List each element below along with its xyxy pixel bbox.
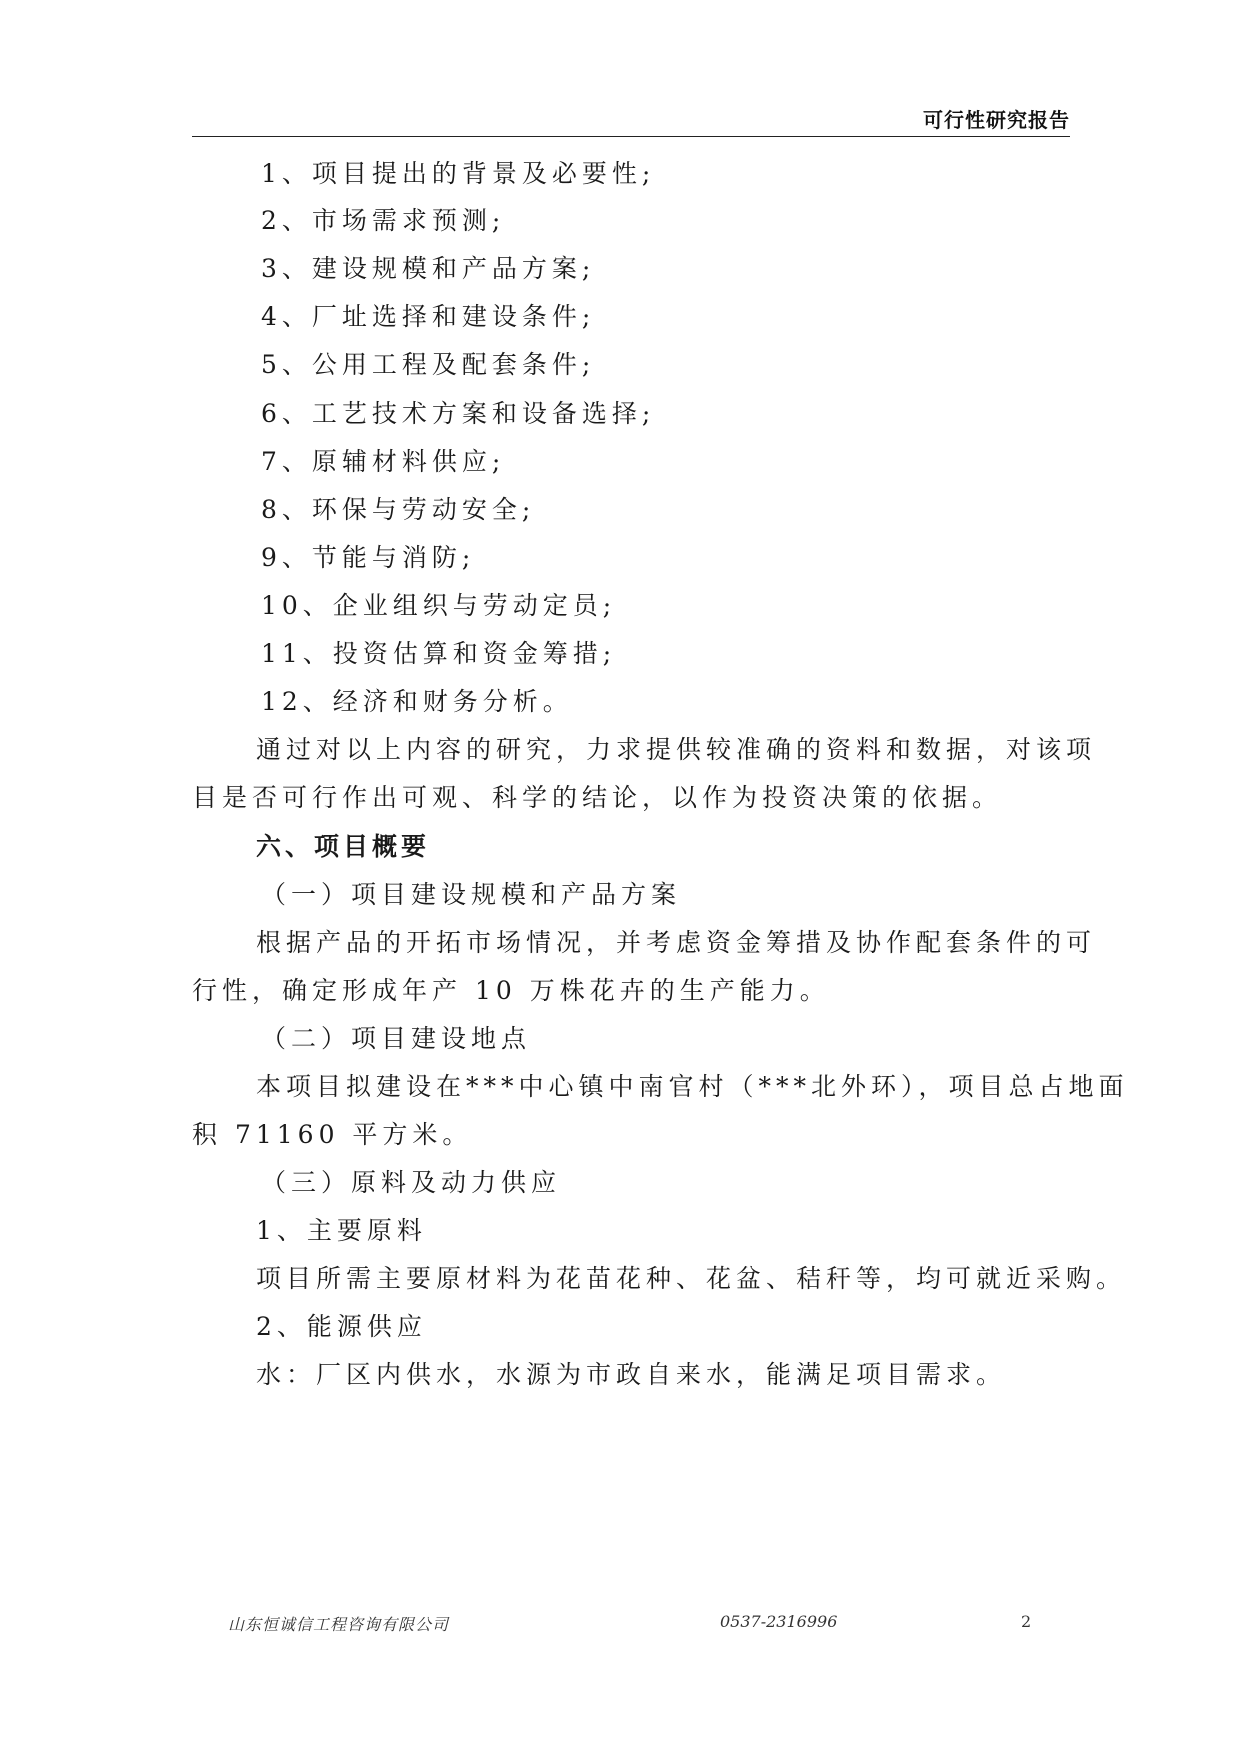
page-number: 2 <box>1021 1612 1032 1631</box>
footer-company: 山东恒诚信工程咨询有限公司 <box>228 1615 450 1634</box>
list-item: 3、建设规模和产品方案; <box>261 254 596 283</box>
subsection-title: （一）项目建设规模和产品方案 <box>261 880 682 909</box>
list-item: 12、经济和财务分析。 <box>261 687 573 716</box>
list-item: 11、投资估算和资金筹措; <box>261 639 617 668</box>
list-item: 5、公用工程及配套条件; <box>261 350 596 379</box>
list-item: 8、环保与劳动安全; <box>261 495 536 524</box>
list-item: 1、项目提出的背景及必要性; <box>261 159 656 188</box>
paragraph-line: 根据产品的开拓市场情况，并考虑资金筹措及协作配套条件的可 <box>256 928 1097 957</box>
list-item: 10、企业组织与劳动定员; <box>261 591 617 620</box>
header-divider <box>192 136 1070 137</box>
section-heading: 六、项目概要 <box>256 832 431 861</box>
paragraph-line: 通过对以上内容的研究，力求提供较准确的资料和数据，对该项 <box>256 735 1097 764</box>
paragraph-line: 积 71160 平方米。 <box>192 1120 473 1149</box>
list-item: 6、工艺技术方案和设备选择; <box>261 399 656 428</box>
paragraph-line: 项目所需主要原材料为花苗花种、花盆、秸秆等，均可就近采购。 <box>256 1264 1127 1293</box>
header-title: 可行性研究报告 <box>923 108 1070 132</box>
footer-phone: 0537-2316996 <box>720 1612 838 1631</box>
paragraph-line: 目是否可行作出可观、科学的结论，以作为投资决策的依据。 <box>192 783 1003 812</box>
paragraph-line: 本项目拟建设在***中心镇中南官村（***北外环），项目总占地面 <box>256 1072 1129 1101</box>
item-title: 2、能源供应 <box>256 1312 427 1341</box>
list-item: 4、厂址选择和建设条件; <box>261 302 596 331</box>
item-title: 1、主要原料 <box>256 1216 427 1245</box>
subsection-title: （三）原料及动力供应 <box>261 1168 562 1197</box>
paragraph-line: 水：厂区内供水，水源为市政自来水，能满足项目需求。 <box>256 1360 1007 1389</box>
subsection-title: （二）项目建设地点 <box>261 1024 532 1053</box>
list-item: 2、市场需求预测; <box>261 206 506 235</box>
paragraph-line: 行性，确定形成年产 10 万株花卉的生产能力。 <box>192 976 830 1005</box>
list-item: 9、节能与消防; <box>261 543 476 572</box>
list-item: 7、原辅材料供应; <box>261 447 506 476</box>
